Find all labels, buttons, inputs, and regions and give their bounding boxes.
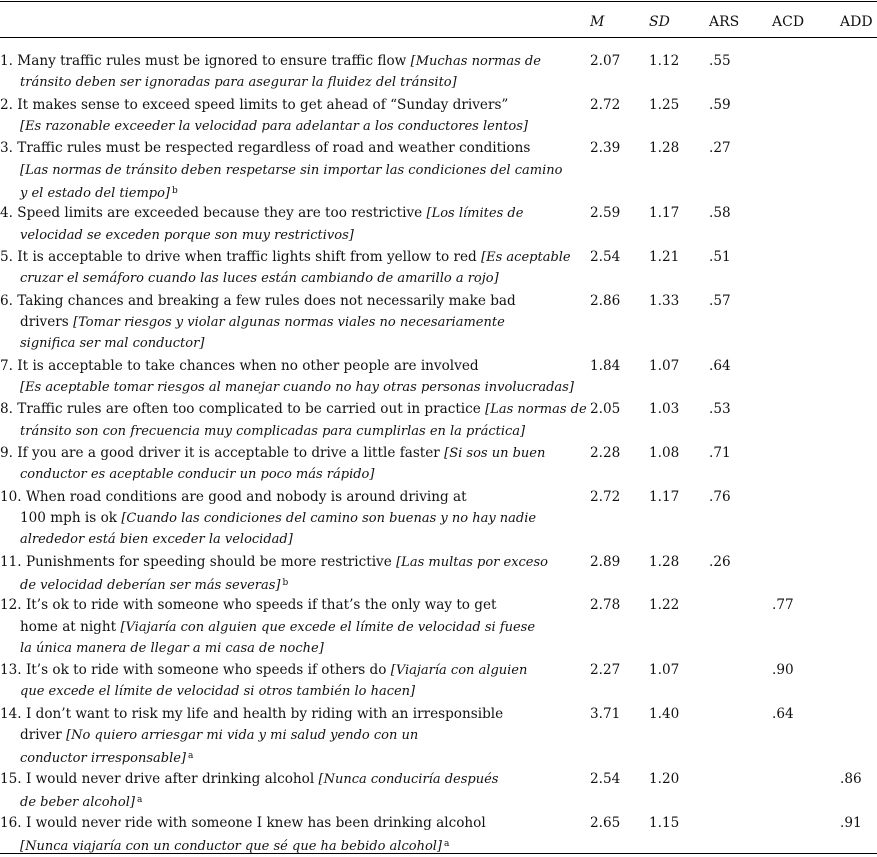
- sd-value: 1.17: [649, 205, 680, 222]
- item-line: [0, 746, 572, 769]
- item-line: [0, 725, 572, 746]
- item-line: [0, 790, 572, 813]
- item-line: [0, 529, 572, 550]
- item-text: [0, 704, 572, 770]
- item-text: [0, 487, 572, 551]
- sd-value: 1.12: [649, 53, 680, 69]
- footnote-marker: b: [172, 185, 178, 196]
- item-english: 7. It is acceptable to take chances when no other people are involved: [0, 357, 479, 374]
- mean-value: 3.71: [590, 705, 621, 722]
- item-spanish: [Es aceptable tomar riesgos al manejar cuando no hay otras personas involucradas]: [20, 379, 574, 395]
- item-english: drivers: [20, 313, 74, 330]
- mean-value: 2.28: [590, 445, 621, 461]
- sd-value: 1.17: [649, 488, 680, 505]
- acd-loading: .77: [772, 597, 794, 614]
- mean-value: 1.84: [590, 357, 621, 374]
- item-text: [0, 769, 572, 813]
- item-spanish: [Nunca viajaría con un conductor que sé que ha bebido alcohol]: [20, 838, 442, 854]
- mean-value: 2.39: [590, 140, 621, 157]
- item-spanish: [Cuando las condiciones del camino son buenas y no hay nadie: [121, 510, 537, 526]
- item-english: 14. I don’t want to risk my life and health by riding with an irresponsible: [0, 705, 504, 722]
- item-text: [0, 356, 572, 398]
- item-english: 8. Traffic rules are often too complicated to be carried out in practice: [0, 401, 486, 418]
- item-text: [0, 138, 572, 204]
- item-text: [0, 595, 572, 659]
- item-line: [0, 508, 572, 529]
- add-loading: .91: [840, 814, 862, 831]
- item-line: [0, 95, 572, 116]
- item-english: 6. Taking chances and breaking a few rules does not necessarily make bad: [0, 292, 516, 309]
- item-spanish: [Las multas por exceso: [396, 554, 548, 570]
- acd-loading: .90: [772, 662, 794, 679]
- item-line: [0, 377, 572, 398]
- item-line: [0, 487, 572, 508]
- item-english: 4. Speed limits are exceeded because they are too restrictive: [0, 205, 427, 222]
- item-text: [0, 203, 572, 245]
- sd-value: 1.08: [649, 445, 680, 461]
- item-line: [0, 291, 572, 312]
- ars-loading: .76: [709, 488, 731, 505]
- item-text: [0, 813, 572, 857]
- item-line: [0, 312, 572, 333]
- item-line: [0, 464, 572, 485]
- item-spanish: que excede el límite de velocidad si otros también lo hacen]: [20, 684, 416, 700]
- ars-loading: .27: [709, 140, 731, 157]
- item-line: [0, 443, 572, 464]
- item-line: [0, 225, 572, 246]
- sd-value: 1.28: [649, 140, 680, 157]
- item-spanish: [Nunca conduciría después: [318, 771, 499, 787]
- table-top-rule: [0, 1, 877, 2]
- item-line: [0, 638, 572, 659]
- header-mean: M: [590, 14, 605, 30]
- item-english: 9. If you are a good driver it is acceptable to drive a little faster: [0, 445, 445, 461]
- item-line: [0, 769, 572, 790]
- ars-loading: .58: [709, 205, 731, 222]
- item-line: [0, 595, 572, 616]
- mean-value: 2.59: [590, 205, 621, 222]
- item-english: 100 mph is ok: [20, 509, 122, 526]
- item-line: [0, 247, 572, 268]
- sd-value: 1.21: [649, 249, 680, 265]
- item-spanish: la única manera de llegar a mi casa de noche]: [20, 640, 324, 656]
- item-line: [0, 356, 572, 377]
- item-english: 11. Punishments for speeding should be more restrictive: [0, 553, 397, 570]
- mean-value: 2.89: [590, 553, 621, 570]
- item-line: [0, 704, 572, 725]
- item-line: [0, 181, 572, 204]
- footnote-marker: a: [136, 795, 143, 805]
- item-line: [0, 268, 572, 289]
- item-english: 5. It is acceptable to drive when traffic lights shift from yellow to red: [0, 249, 482, 265]
- item-english: 3. Traffic rules must be respected regardless of road and weather conditions: [0, 140, 531, 157]
- item-spanish: conductor es aceptable conducir un poco más rápido]: [20, 467, 375, 483]
- item-spanish: cruzar el semáforo cuando las luces están cambiando de amarillo a rojo]: [20, 271, 499, 287]
- item-english: 15. I would never drive after drinking alcohol: [0, 770, 319, 787]
- item-line: [0, 813, 572, 834]
- item-line: [0, 116, 572, 137]
- item-english: 1. Many traffic rules must be ignored to ensure traffic flow: [0, 53, 411, 69]
- acd-loading: .64: [772, 705, 794, 722]
- item-spanish: [Los límites de: [426, 206, 524, 222]
- ars-loading: .51: [709, 249, 731, 265]
- item-spanish: y el estado del tiempo]: [20, 185, 171, 201]
- table-bottom-rule: [0, 853, 877, 854]
- item-line: [0, 421, 572, 442]
- item-english: 12. It’s ok to ride with someone who speeds if that’s the only way to get: [0, 597, 497, 614]
- item-text: [0, 443, 572, 485]
- item-english: home at night: [20, 618, 121, 635]
- item-spanish: [Muchas normas de: [410, 54, 541, 69]
- item-english: driver: [20, 727, 67, 744]
- item-spanish: de velocidad deberían ser más severas]: [20, 577, 281, 593]
- item-line: [0, 399, 587, 420]
- sd-value: 1.07: [649, 662, 680, 679]
- item-spanish: tránsito son con frecuencia muy complicadas para cumplirlas en la práctica]: [20, 423, 526, 439]
- item-text: [0, 247, 572, 289]
- mean-value: 2.65: [590, 814, 621, 831]
- sd-value: 1.40: [649, 705, 680, 722]
- item-spanish: [Viajaría con alguien: [390, 663, 528, 679]
- item-text: [0, 660, 572, 702]
- item-spanish: alrededor está bien exceder la velocidad]: [20, 532, 293, 548]
- sd-value: 1.33: [649, 292, 680, 309]
- item-spanish: [Las normas de: [485, 402, 587, 418]
- ars-loading: .64: [709, 357, 731, 374]
- item-spanish: tránsito deben ser ignoradas para asegurar la fluidez del tránsito]: [20, 75, 457, 91]
- ars-loading: .53: [709, 401, 731, 418]
- ars-loading: .59: [709, 96, 731, 113]
- item-spanish: [Es aceptable: [481, 250, 571, 265]
- sd-value: 1.15: [649, 814, 680, 831]
- item-line: [0, 203, 572, 224]
- sd-value: 1.22: [649, 597, 680, 614]
- ars-loading: .71: [709, 445, 731, 461]
- item-text: [0, 552, 572, 596]
- sd-value: 1.03: [649, 401, 680, 418]
- item-line: [0, 573, 572, 596]
- item-text: [0, 51, 572, 93]
- ars-loading: .26: [709, 553, 731, 570]
- item-spanish: conductor irresponsable]: [20, 751, 186, 767]
- mean-value: 2.54: [590, 770, 621, 787]
- mean-value: 2.27: [590, 662, 621, 679]
- ars-loading: .57: [709, 292, 731, 309]
- item-spanish: [Si sos un buen: [444, 446, 546, 461]
- header-acd: ACD: [772, 14, 805, 30]
- sd-value: 1.28: [649, 553, 680, 570]
- mean-value: 2.54: [590, 249, 621, 265]
- item-spanish: de beber alcohol]: [20, 795, 135, 810]
- footnote-marker: b: [282, 577, 289, 588]
- item-text: [0, 291, 572, 355]
- item-english: 2. It makes sense to exceed speed limits to get ahead of “Sunday drivers”: [0, 96, 509, 113]
- item-spanish: velocidad se exceden porque son muy restrictivos]: [20, 227, 354, 243]
- item-line: [0, 51, 572, 72]
- mean-value: 2.72: [590, 96, 621, 113]
- item-english: 13. It’s ok to ride with someone who speeds if others do: [0, 662, 391, 679]
- footnote-marker: a: [444, 838, 450, 849]
- item-line: [0, 552, 572, 573]
- add-loading: .86: [840, 770, 862, 787]
- item-spanish: [Viajaría con alguien que excede el límite de velocidad si fuese: [120, 619, 536, 635]
- sd-value: 1.07: [649, 357, 680, 374]
- item-text: [0, 399, 587, 441]
- item-spanish: [No quiero arriesgar mi vida y mi salud yendo con un: [66, 728, 419, 744]
- sd-value: 1.20: [649, 770, 680, 787]
- item-spanish: [Tomar riesgos y violar algunas normas viales no necesariamente: [73, 314, 505, 330]
- mean-value: 2.86: [590, 292, 621, 309]
- header-add: ADD: [840, 14, 873, 30]
- footnote-marker: a: [188, 751, 194, 762]
- header-rule: [0, 37, 877, 38]
- item-line: [0, 160, 572, 181]
- item-line: [0, 138, 572, 159]
- sd-value: 1.25: [649, 96, 680, 113]
- ars-loading: .55: [709, 53, 731, 69]
- item-line: [0, 72, 572, 93]
- item-line: [0, 333, 572, 354]
- mean-value: 2.07: [590, 53, 621, 69]
- item-line: [0, 660, 572, 681]
- item-english: 10. When road conditions are good and nobody is around driving at: [0, 488, 467, 505]
- header-sd: SD: [649, 14, 670, 30]
- item-text: [0, 95, 572, 137]
- item-spanish: [Las normas de tránsito deben respetarse sin importar las condiciones del camino: [20, 162, 563, 178]
- mean-value: 2.72: [590, 488, 621, 505]
- item-spanish: [Es razonable exceeder la velocidad para adelantar a los conductores lentos]: [20, 118, 528, 134]
- mean-value: 2.78: [590, 597, 621, 614]
- header-ars: ARS: [709, 14, 740, 30]
- item-line: [0, 681, 572, 702]
- item-spanish: significa ser mal conductor]: [20, 336, 205, 352]
- mean-value: 2.05: [590, 401, 621, 418]
- item-line: [0, 617, 572, 638]
- item-english: 16. I would never ride with someone I knew has been drinking alcohol: [0, 814, 486, 831]
